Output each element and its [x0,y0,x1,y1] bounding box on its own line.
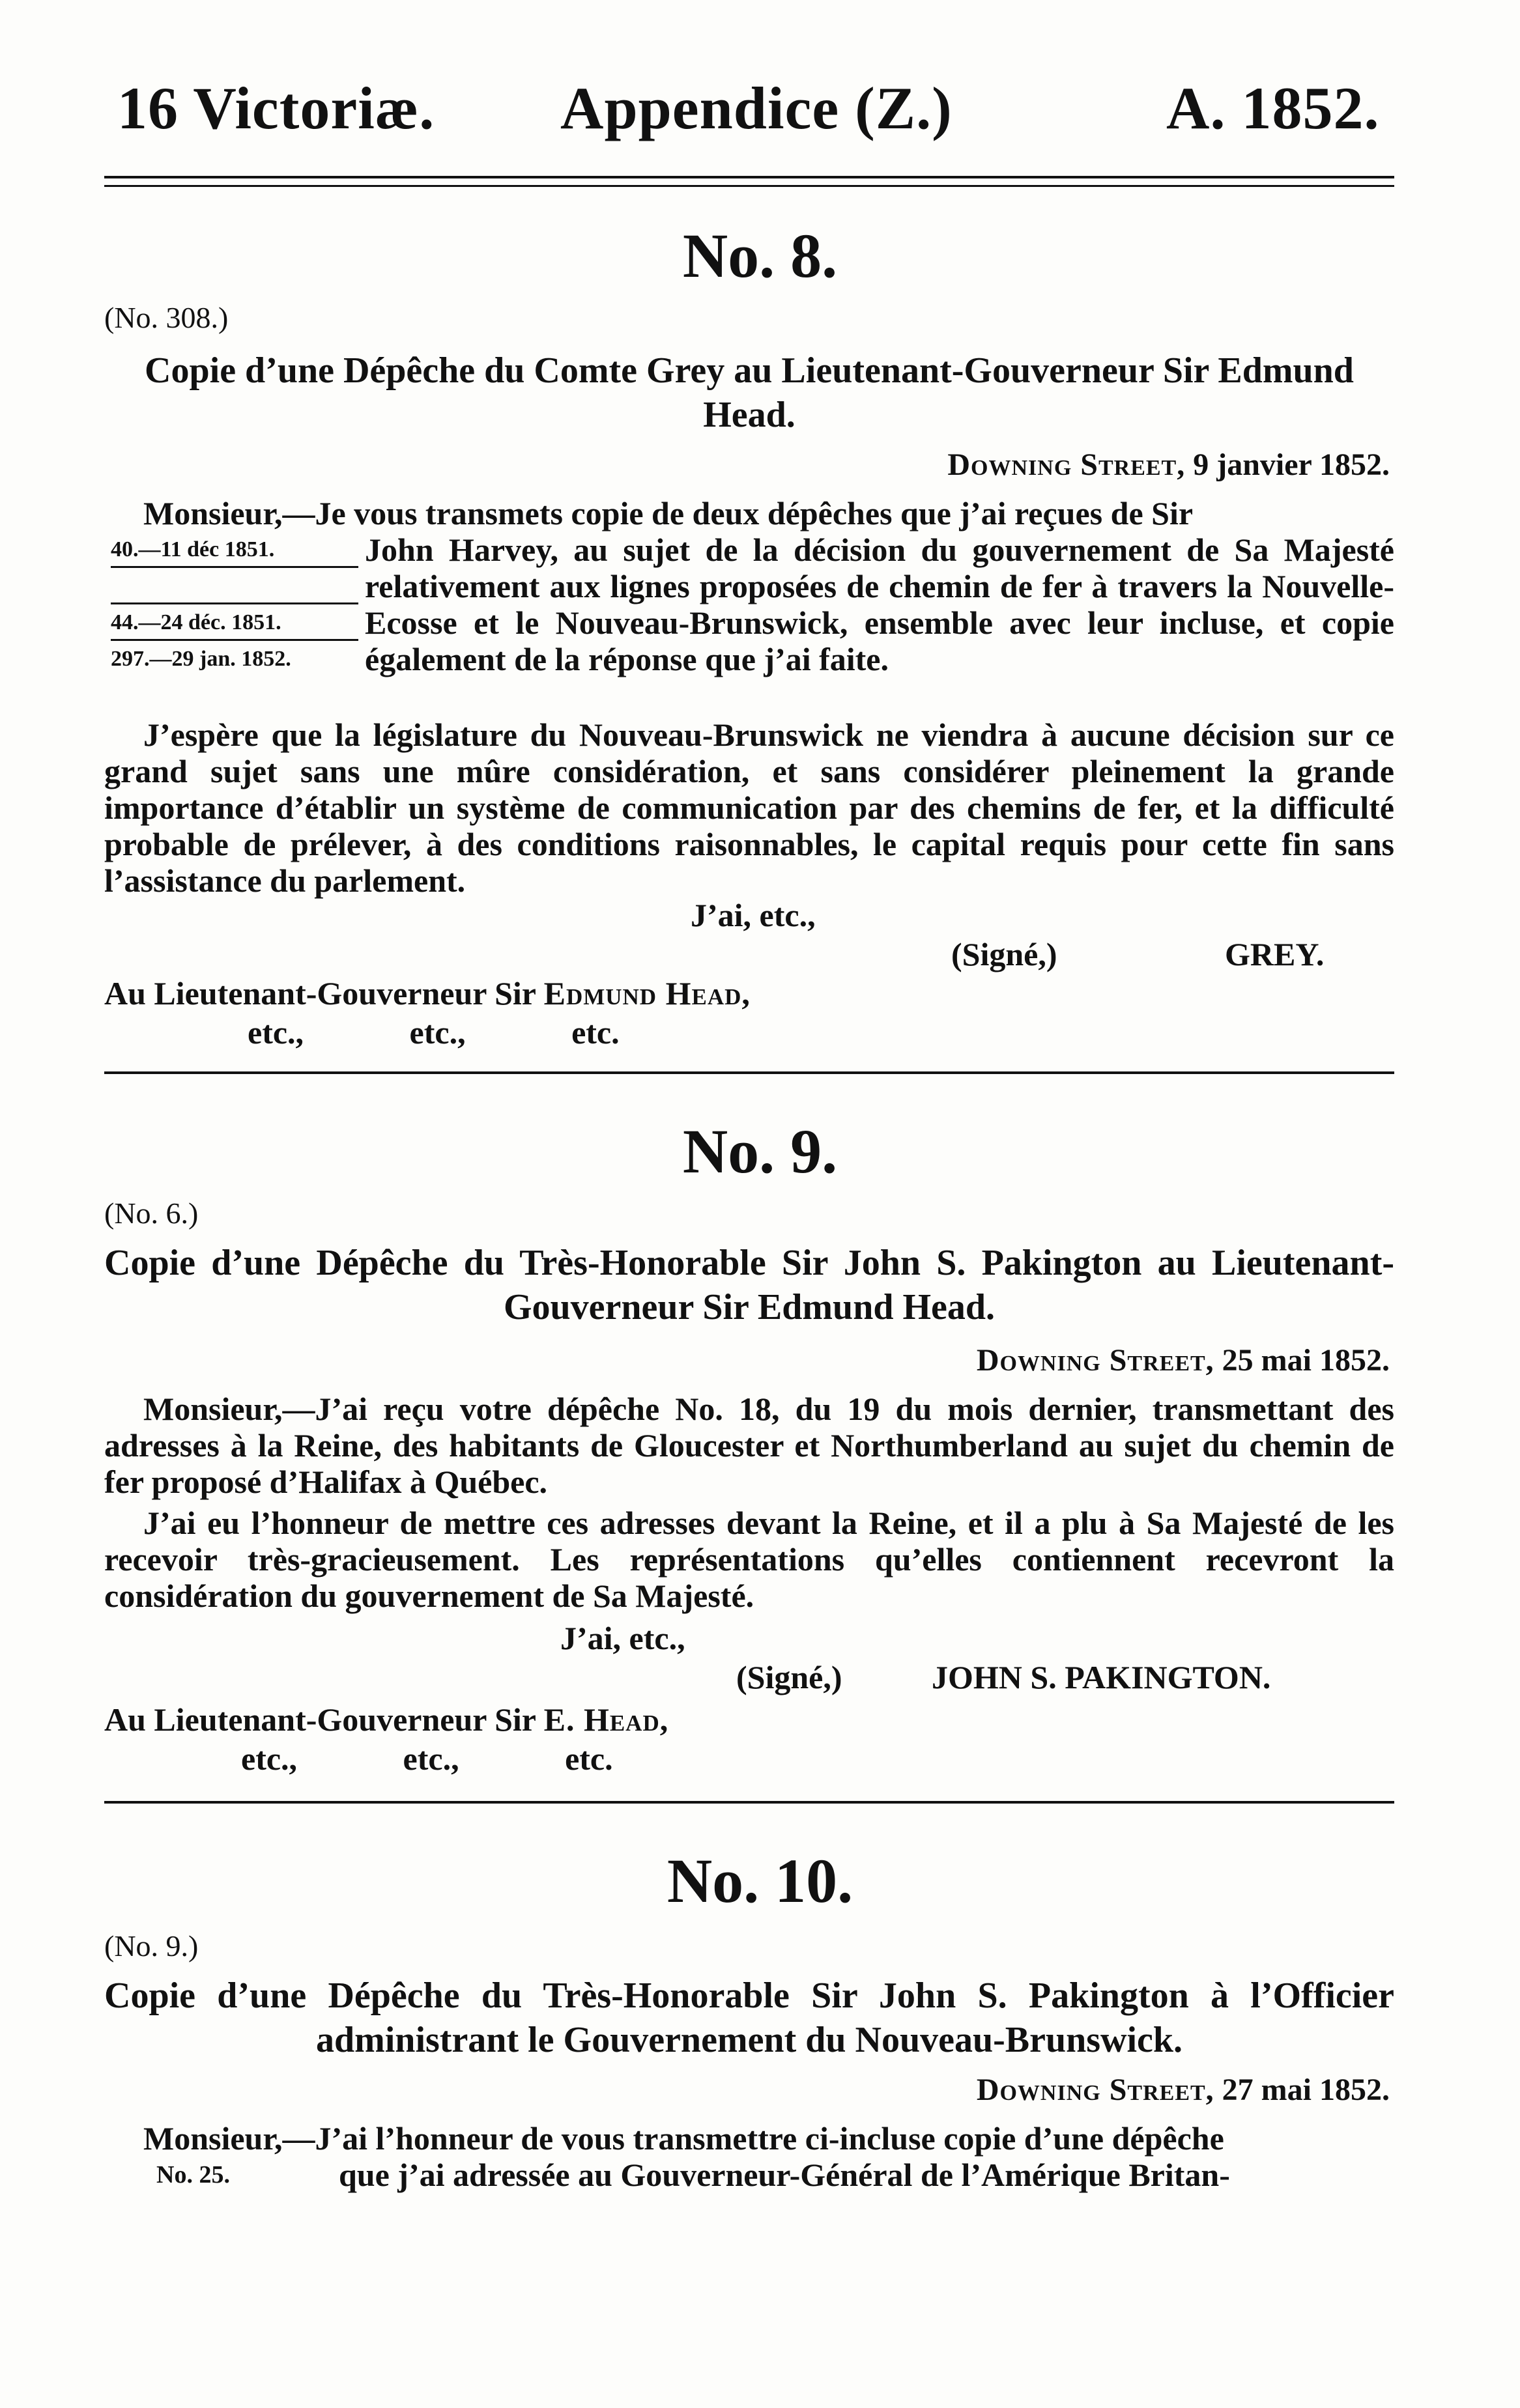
margin-references-no8 [111,531,358,677]
paragraph-no8-second [104,716,1394,899]
paragraph-text: J’ai eu l’honneur de mettre ces adresses devant la Reine, et il a plu à Sa Majesté de les recevoir très-gracieusement. Les représentations qu’elles contiennent recevront la considération du gouvernement de Sa Majesté. [104,1505,1394,1614]
signer-no8: GREY. [1225,936,1325,972]
etc-text: etc., [248,1014,304,1051]
header-rule-top [104,176,1394,178]
address-no8 [104,977,751,1010]
dateline-place: Downing Street, [976,2073,1214,2107]
address-name: E. Head, [543,1701,669,1738]
dateline-date: 25 mai 1852. [1222,1343,1390,1378]
dateline-place: Downing Street, [976,1343,1214,1378]
paragraph-text: Monsieur,—Je vous transmets copie de deux dépêches que j’ai reçues de Sir [143,495,1194,531]
section-divider [104,1071,1394,1074]
paragraph-no9-second [104,1505,1394,1614]
section-heading-no8: No. 8. [682,221,838,290]
header-appendix: Appendice (Z.) [560,75,953,141]
paragraph-no8-lead [104,495,1394,531]
section-heading-no9: No. 9. [682,1116,838,1186]
section-ref-no10: (No. 9.) [104,1929,199,1962]
dateline-date: 27 mai 1852. [1222,2073,1390,2107]
section-title-no9: Copie d’une Dépêche du Très-Honorable Sir John S. Pakington au Lieutenant-Gouverneur Sir Edmund Head. [104,1243,1394,1327]
address-prefix: Au Lieutenant-Gouverneur Sir [104,975,536,1012]
section-ref-no9: (No. 6.) [104,1197,199,1230]
header-year: A. 1852. [1166,75,1380,141]
paragraph-no8-continued [365,531,1394,677]
address-prefix: Au Lieutenant-Gouverneur Sir [104,1701,536,1738]
section-title-no10: Copie d’une Dépêche du Très-Honorable Sir John S. Pakington à l’Officier administrant le Gouvernement du Nouveau-Brunswick. [104,1976,1394,2060]
dateline-place: Downing Street, [947,447,1186,482]
margin-reference: 44.—24 déc. 1851. [111,604,358,641]
margin-reference: 297.—29 jan. 1852. [111,647,291,671]
header-rule-bottom [104,185,1394,187]
signed-label-no9: (Signé,) [736,1659,842,1695]
section-title-no8: Copie d’une Dépêche du Comte Grey au Lieutenant-Gouverneur Sir Edmund Head. [145,350,1354,435]
etc-text: etc., [241,1740,298,1777]
dateline-no9 [977,1345,1390,1376]
header-session: 16 Victoriæ. [117,75,435,141]
paragraph-text: que j’ai adressée au Gouverneur-Général de l’Amérique Britan- [339,2157,1230,2193]
etc-text: etc. [565,1740,613,1777]
paragraph-text: John Harvey, au sujet de la décision du gouvernement de Sa Majesté relativement aux lignes proposées de chemin de fer à travers la Nouvelle-Ecosse et le Nouveau-Brunswick, ensemble avec leur incluse, et copie également de la réponse que j’ai faite. [365,531,1394,677]
signed-label-no8: (Signé,) [951,936,1057,972]
closing-no9: J’ai, etc., [560,1620,685,1656]
paragraph-text: J’espère que la législature du Nouveau-Brunswick ne viendra à aucune décision sur ce grand sujet sans une mûre considération, et sans considérer pleinement la grande importance d’établir un système de communication par des chemins de fer, et la difficulté probable de prélever, à des conditions raisonnables, le capital requis pour cette fin sans l’assistance du parlement. [104,716,1394,899]
section-divider [104,1801,1394,1804]
signer-no9: JOHN S. PAKINGTON. [932,1659,1271,1695]
section-ref-no8: (No. 308.) [104,301,229,334]
dateline-no8 [947,449,1390,481]
dateline-no10 [977,2075,1390,2106]
address-name: Edmund Head, [543,975,751,1012]
paragraph-text: Monsieur,—J’ai l’honneur de vous transmettre ci-incluse copie d’une dépêche [143,2120,1224,2157]
address-no9 [104,1703,668,1736]
section-heading-no10: No. 10. [667,1846,853,1916]
paragraph-no10-lead [104,2120,1394,2157]
margin-reference-no10: No. 25. [156,2161,230,2188]
paragraph-no9-first [104,1391,1394,1500]
paragraph-no10-continued [339,2157,1394,2193]
etc-text: etc. [571,1014,620,1051]
etc-row-no9 [241,1742,613,1775]
etc-row-no8 [248,1016,620,1049]
etc-text: etc., [409,1014,466,1051]
dateline-date: 9 janvier 1852. [1193,447,1390,482]
closing-no8: J’ai, etc., [691,897,816,933]
paragraph-text: Monsieur,—J’ai reçu votre dépêche No. 18, du 19 du mois dernier, transmettant des adresses à la Reine, des habitants de Gloucester et Northumberland au sujet du chemin de fer proposé d’Halifax à Québec. [104,1391,1394,1500]
etc-text: etc., [403,1740,459,1777]
margin-reference: 40.—11 déc 1851. [111,531,358,568]
